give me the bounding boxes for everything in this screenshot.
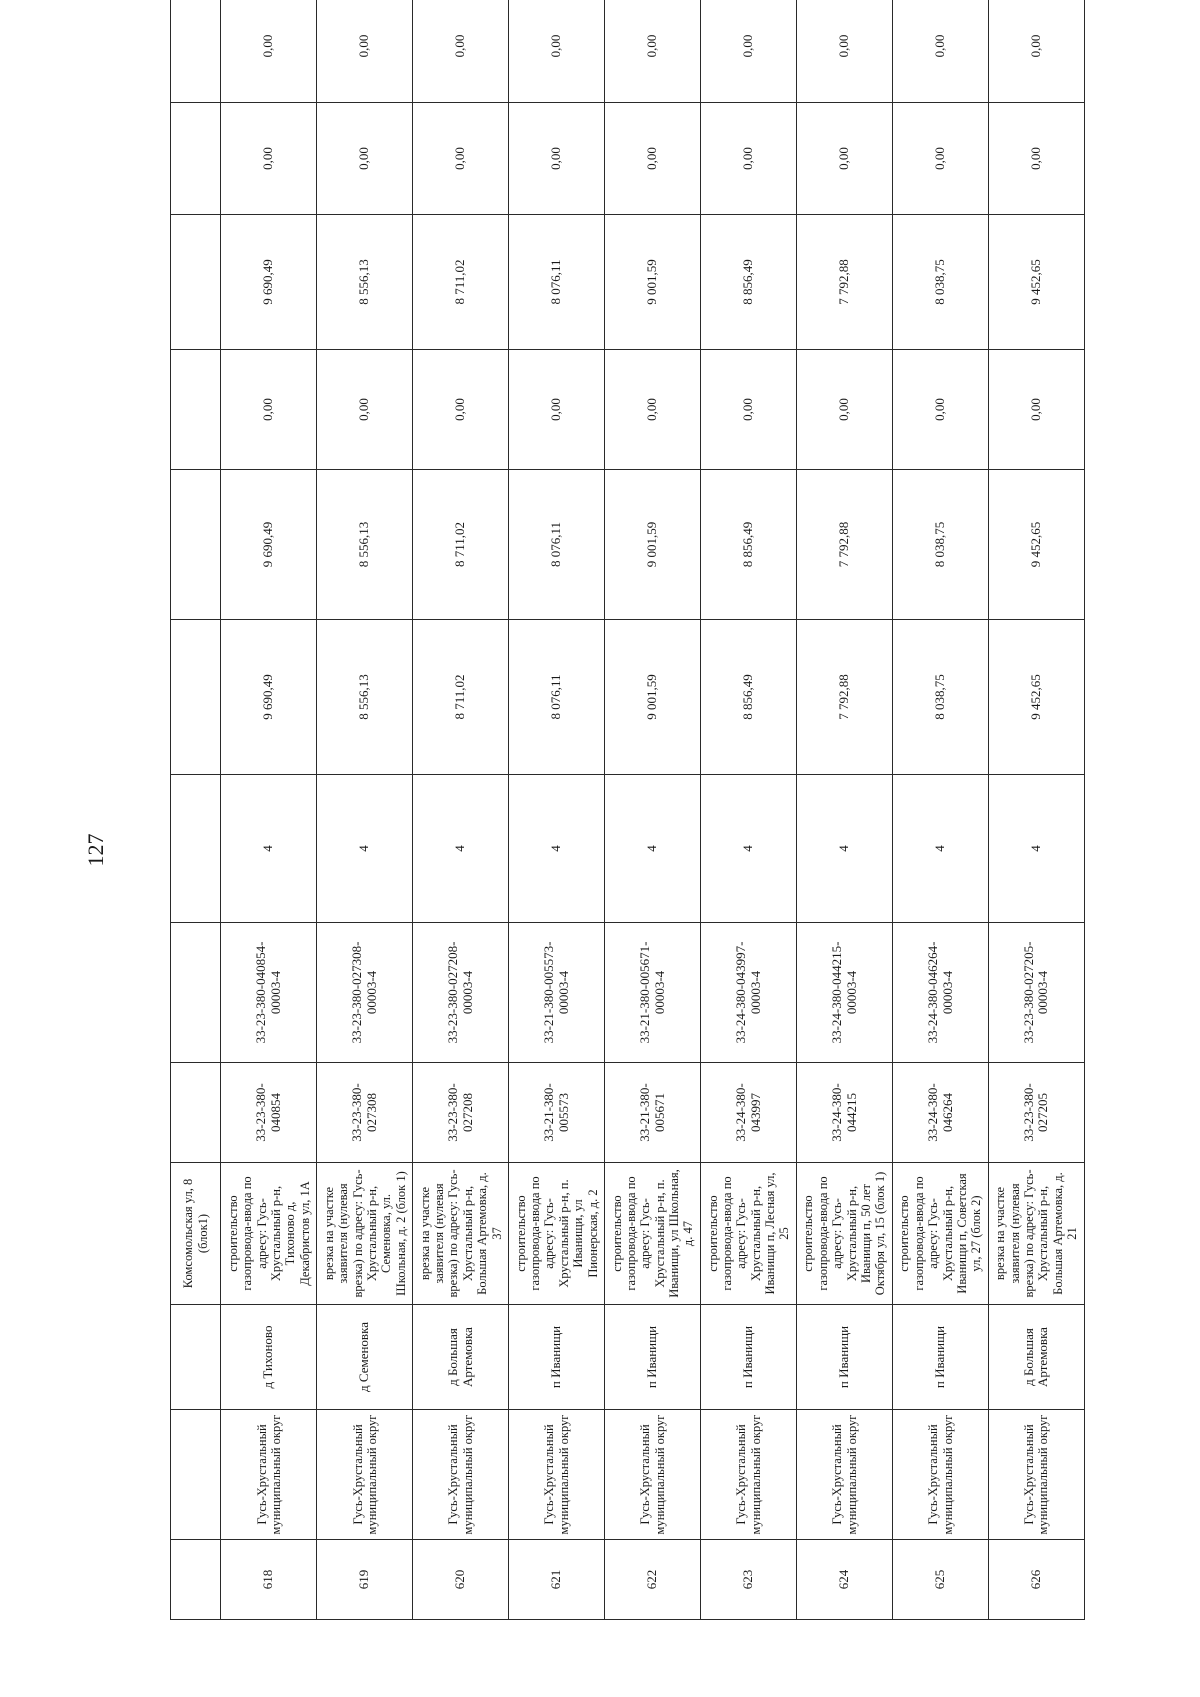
object-description: строительство газопровода-ввода по адресу: Гусь-Хрустальный р-н, Иванищи п, 50 лет Октября ул, 15 (блок 1) [797, 1163, 893, 1305]
row-number: 623 [701, 1540, 797, 1620]
settlement-cell: п Иванищи [701, 1305, 797, 1410]
cost-other: 0,00 [221, 350, 317, 470]
cost-fact: 8 038,75 [893, 215, 989, 350]
cost-other: 0,00 [605, 350, 701, 470]
cost-fact: 8 711,02 [413, 215, 509, 350]
object-description: врезка на участке заявителя (нулевая врезка) по адресу: Гусь-Хрустальный р-н, Большая Артемовка, д. 21 [988, 1163, 1084, 1305]
data-table [170, 0, 1085, 1620]
district-cell: Гусь-Хрустальный муниципальный округ [221, 1410, 317, 1540]
cost-remaining: 0,00 [509, 0, 605, 103]
cost-total: 8 038,75 [893, 620, 989, 775]
cadastral-code: 33-23-380-040854 [221, 1063, 317, 1163]
object-description: строительство газопровода-ввода по адресу: Гусь-Хрустальный р-н, п. Иванищи, ул Пионерская, д. 2 [509, 1163, 605, 1305]
cadastral-code: 33-24-380-046264 [893, 1063, 989, 1163]
row-number: 626 [988, 1540, 1084, 1620]
settlement-cell: п Иванищи [893, 1305, 989, 1410]
cost-other: 0,00 [893, 350, 989, 470]
cost-extra: 0,00 [701, 103, 797, 215]
object-code: 33-23-380-027205-00003-4 [988, 923, 1084, 1063]
object-description: строительство газопровода-ввода по адресу: Гусь-Хрустальный р-н, Иванищи п, Лесная ул, 25 [701, 1163, 797, 1305]
category-cell: 4 [413, 775, 509, 923]
cost-remaining: 0,00 [893, 0, 989, 103]
cost-fact: 9 001,59 [605, 215, 701, 350]
district-cell: Гусь-Хрустальный муниципальный округ [605, 1410, 701, 1540]
cost-extra: 0,00 [317, 103, 413, 215]
cost-fact: 8 556,13 [317, 215, 413, 350]
cost-total: 8 076,11 [509, 620, 605, 775]
object-code: 33-24-380-044215-00003-4 [797, 923, 893, 1063]
cost-plan: 9 452,65 [988, 470, 1084, 620]
cost-remaining: 0,00 [413, 0, 509, 103]
cost-remaining: 0,00 [988, 0, 1084, 103]
rotated-table [170, 34, 1085, 1620]
object-description: строительство газопровода-ввода по адресу: Гусь-Хрустальный р-н, Тихоново д, Декабристов ул, 1А [221, 1163, 317, 1305]
settlement-cell: д Тихоново [221, 1305, 317, 1410]
district-cell: Гусь-Хрустальный муниципальный округ [509, 1410, 605, 1540]
cost-fact: 9 452,65 [988, 215, 1084, 350]
district-cell: Гусь-Хрустальный муниципальный округ [701, 1410, 797, 1540]
cost-remaining: 0,00 [317, 0, 413, 103]
cost-extra: 0,00 [413, 103, 509, 215]
object-code: 33-23-380-040854-00003-4 [221, 923, 317, 1063]
table-container [170, 34, 1085, 1620]
row-number: 625 [893, 1540, 989, 1620]
object-code: 33-21-380-005573-00003-4 [509, 923, 605, 1063]
cost-plan: 8 711,02 [413, 470, 509, 620]
table-row [988, 0, 1084, 1620]
cost-plan: 7 792,88 [797, 470, 893, 620]
cost-fact: 7 792,88 [797, 215, 893, 350]
category-cell: 4 [605, 775, 701, 923]
object-code: 33-24-380-043997-00003-4 [701, 923, 797, 1063]
cost-other: 0,00 [701, 350, 797, 470]
category-cell: 4 [988, 775, 1084, 923]
cost-total: 8 856,49 [701, 620, 797, 775]
settlement-cell: д Большая Артемовка [413, 1305, 509, 1410]
address-continuation: Комсомольская ул, 8 (блок1) [171, 1163, 221, 1305]
settlement-cell: п Иванищи [605, 1305, 701, 1410]
cadastral-code: 33-21-380-005671 [605, 1063, 701, 1163]
cost-extra: 0,00 [988, 103, 1084, 215]
category-cell: 4 [797, 775, 893, 923]
cost-other: 0,00 [988, 350, 1084, 470]
row-number: 624 [797, 1540, 893, 1620]
cost-extra: 0,00 [221, 103, 317, 215]
cost-total: 9 452,65 [988, 620, 1084, 775]
cost-remaining: 0,00 [797, 0, 893, 103]
settlement-cell: п Иванищи [509, 1305, 605, 1410]
category-cell: 4 [701, 775, 797, 923]
row-number: 618 [221, 1540, 317, 1620]
object-description: врезка на участке заявителя (нулевая врезка) по адресу: Гусь-Хрустальный р-н, Семеновка, ул. Школьная, д. 2 (блок 1) [317, 1163, 413, 1305]
cost-total: 9 001,59 [605, 620, 701, 775]
cost-extra: 0,00 [797, 103, 893, 215]
category-cell: 4 [221, 775, 317, 923]
cost-extra: 0,00 [605, 103, 701, 215]
cadastral-code: 33-23-380-027308 [317, 1063, 413, 1163]
cadastral-code: 33-23-380-027208 [413, 1063, 509, 1163]
cost-plan: 9 690,49 [221, 470, 317, 620]
cost-total: 8 556,13 [317, 620, 413, 775]
object-description: строительство газопровода-ввода по адресу: Гусь-Хрустальный р-н, п. Иванищи, ул Школьная, д. 47 [605, 1163, 701, 1305]
cost-remaining: 0,00 [701, 0, 797, 103]
category-cell: 4 [317, 775, 413, 923]
row-number: 619 [317, 1540, 413, 1620]
cost-remaining: 0,00 [221, 0, 317, 103]
cadastral-code: 33-21-380-005573 [509, 1063, 605, 1163]
table-row [893, 0, 989, 1620]
cost-total: 8 711,02 [413, 620, 509, 775]
district-cell: Гусь-Хрустальный муниципальный округ [988, 1410, 1084, 1540]
table-row [413, 0, 509, 1620]
row-number: 622 [605, 1540, 701, 1620]
category-cell: 4 [509, 775, 605, 923]
cost-plan: 8 556,13 [317, 470, 413, 620]
district-cell: Гусь-Хрустальный муниципальный округ [413, 1410, 509, 1540]
cost-fact: 9 690,49 [221, 215, 317, 350]
object-description: строительство газопровода-ввода по адресу: Гусь-Хрустальный р-н, Иванищи п, Советская ул, 27 (блок 2) [893, 1163, 989, 1305]
cost-plan: 8 856,49 [701, 470, 797, 620]
category-cell: 4 [893, 775, 989, 923]
table-row [605, 0, 701, 1620]
cost-extra: 0,00 [893, 103, 989, 215]
table-row [221, 0, 317, 1620]
cost-other: 0,00 [413, 350, 509, 470]
district-cell: Гусь-Хрустальный муниципальный округ [317, 1410, 413, 1540]
settlement-cell: д Семеновка [317, 1305, 413, 1410]
cost-fact: 8 856,49 [701, 215, 797, 350]
district-cell: Гусь-Хрустальный муниципальный округ [893, 1410, 989, 1540]
settlement-cell: д Большая Артемовка [988, 1305, 1084, 1410]
cost-other: 0,00 [509, 350, 605, 470]
object-description: врезка на участке заявителя (нулевая врезка) по адресу: Гусь-Хрустальный р-н, Большая Артемовка, д. 37 [413, 1163, 509, 1305]
header-continuation-row [171, 0, 221, 1620]
table-row [317, 0, 413, 1620]
table-row [701, 0, 797, 1620]
cadastral-code: 33-23-380-027205 [988, 1063, 1084, 1163]
row-number: 621 [509, 1540, 605, 1620]
cadastral-code: 33-24-380-044215 [797, 1063, 893, 1163]
cost-other: 0,00 [317, 350, 413, 470]
cost-fact: 8 076,11 [509, 215, 605, 350]
cost-extra: 0,00 [509, 103, 605, 215]
object-code: 33-23-380-027208-00003-4 [413, 923, 509, 1063]
object-code: 33-24-380-046264-00003-4 [893, 923, 989, 1063]
object-code: 33-21-380-005671-00003-4 [605, 923, 701, 1063]
cadastral-code: 33-24-380-043997 [701, 1063, 797, 1163]
cost-total: 7 792,88 [797, 620, 893, 775]
cost-remaining: 0,00 [605, 0, 701, 103]
district-cell: Гусь-Хрустальный муниципальный округ [797, 1410, 893, 1540]
table-row [797, 0, 893, 1620]
cost-total: 9 690,49 [221, 620, 317, 775]
table-row [509, 0, 605, 1620]
cost-plan: 8 076,11 [509, 470, 605, 620]
cost-plan: 9 001,59 [605, 470, 701, 620]
row-number: 620 [413, 1540, 509, 1620]
object-code: 33-23-380-027308-00003-4 [317, 923, 413, 1063]
cost-other: 0,00 [797, 350, 893, 470]
page-number: 127 [83, 833, 108, 867]
cost-plan: 8 038,75 [893, 470, 989, 620]
settlement-cell: п Иванищи [797, 1305, 893, 1410]
